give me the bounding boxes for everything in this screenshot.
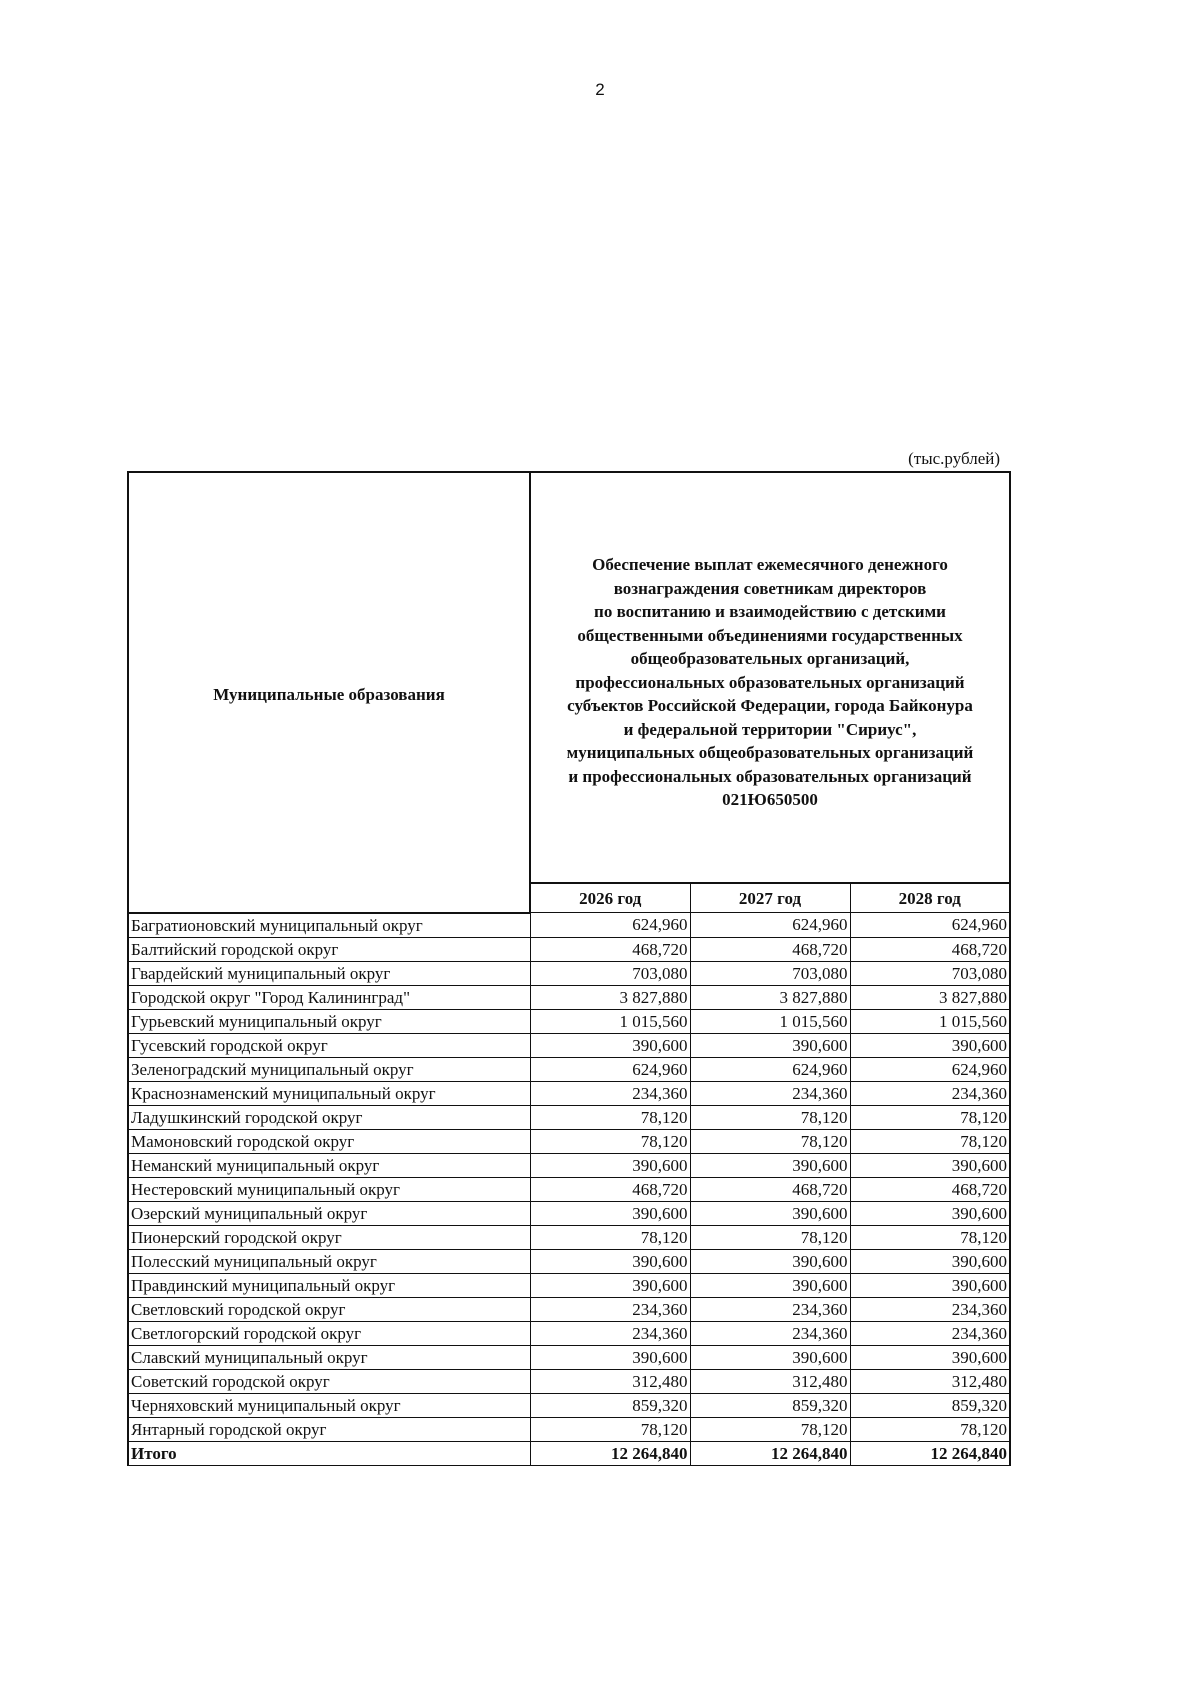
value-2028: 390,600 xyxy=(850,1273,1010,1297)
value-2027: 312,480 xyxy=(690,1369,850,1393)
value-2026: 12 264,840 xyxy=(530,1441,690,1465)
value-2028: 234,360 xyxy=(850,1081,1010,1105)
value-2028: 390,600 xyxy=(850,1033,1010,1057)
value-2026: 312,480 xyxy=(530,1369,690,1393)
municipality-name: Зеленоградский муниципальный округ xyxy=(128,1057,530,1081)
table-row xyxy=(128,961,1010,985)
value-2028: 78,120 xyxy=(850,1105,1010,1129)
value-2026: 703,080 xyxy=(530,961,690,985)
header-description-line: муниципальных общеобразовательных организаций xyxy=(566,743,974,762)
header-row xyxy=(128,472,1010,883)
budget-table xyxy=(127,471,1011,1466)
table-row xyxy=(128,1153,1010,1177)
municipality-name: Черняховский муниципальный округ xyxy=(128,1393,530,1417)
table-row xyxy=(128,1129,1010,1153)
municipality-name: Советский городской округ xyxy=(128,1369,530,1393)
municipality-name: Пионерский городской округ xyxy=(128,1225,530,1249)
table-row xyxy=(128,985,1010,1009)
value-2027: 468,720 xyxy=(690,937,850,961)
value-2027: 390,600 xyxy=(690,1153,850,1177)
header-municipalities-label: Муниципальные образования xyxy=(213,685,445,704)
header-description-line: по воспитанию и взаимодействию с детскими xyxy=(594,602,946,621)
value-2027: 390,600 xyxy=(690,1249,850,1273)
municipality-name: Неманский муниципальный округ xyxy=(128,1153,530,1177)
municipality-name: Ладушкинский городской округ xyxy=(128,1105,530,1129)
table-row xyxy=(128,1225,1010,1249)
municipality-name: Итого xyxy=(128,1441,530,1465)
value-2026: 390,600 xyxy=(530,1201,690,1225)
municipality-name: Городской округ "Город Калининград" xyxy=(128,985,530,1009)
municipality-name: Светлогорский городской округ xyxy=(128,1321,530,1345)
value-2028: 12 264,840 xyxy=(850,1441,1010,1465)
value-2028: 468,720 xyxy=(850,937,1010,961)
value-2026: 390,600 xyxy=(530,1153,690,1177)
value-2026: 78,120 xyxy=(530,1225,690,1249)
municipality-name: Гурьевский муниципальный округ xyxy=(128,1009,530,1033)
value-2026: 78,120 xyxy=(530,1105,690,1129)
value-2027: 78,120 xyxy=(690,1129,850,1153)
value-2026: 624,960 xyxy=(530,1057,690,1081)
table-row xyxy=(128,937,1010,961)
value-2028: 468,720 xyxy=(850,1177,1010,1201)
value-2026: 78,120 xyxy=(530,1129,690,1153)
value-2028: 234,360 xyxy=(850,1297,1010,1321)
municipality-name: Гвардейский муниципальный округ xyxy=(128,961,530,985)
value-2026: 468,720 xyxy=(530,1177,690,1201)
value-2026: 78,120 xyxy=(530,1417,690,1441)
value-2026: 390,600 xyxy=(530,1033,690,1057)
value-2026: 1 015,560 xyxy=(530,1009,690,1033)
table-row xyxy=(128,1417,1010,1441)
table-row xyxy=(128,1369,1010,1393)
value-2027: 234,360 xyxy=(690,1321,850,1345)
value-2026: 234,360 xyxy=(530,1297,690,1321)
header-description-line: общеобразовательных организаций, xyxy=(630,649,910,668)
municipality-name: Багратионовский муниципальный округ xyxy=(128,913,530,938)
table-row xyxy=(128,913,1010,938)
value-2028: 78,120 xyxy=(850,1129,1010,1153)
header-description-line: вознаграждения советникам директоров xyxy=(613,578,927,598)
value-2028: 78,120 xyxy=(850,1225,1010,1249)
value-2026: 390,600 xyxy=(530,1345,690,1369)
header-description-line: Обеспечение выплат ежемесячного денежного xyxy=(592,555,948,574)
value-2027: 859,320 xyxy=(690,1393,850,1417)
value-2027: 624,960 xyxy=(690,1057,850,1081)
table-row xyxy=(128,1033,1010,1057)
value-2026: 3 827,880 xyxy=(530,985,690,1009)
value-2027: 390,600 xyxy=(690,1345,850,1369)
value-2028: 624,960 xyxy=(850,1057,1010,1081)
municipality-name: Славский муниципальный округ xyxy=(128,1345,530,1369)
value-2027: 12 264,840 xyxy=(690,1441,850,1465)
header-description-text xyxy=(531,473,1009,812)
year-2026: 2026 год xyxy=(530,883,690,913)
value-2027: 234,360 xyxy=(690,1297,850,1321)
municipality-name: Полесский муниципальный округ xyxy=(128,1249,530,1273)
value-2028: 78,120 xyxy=(850,1417,1010,1441)
value-2028: 234,360 xyxy=(850,1321,1010,1345)
year-2027: 2027 год xyxy=(690,883,850,913)
table-row xyxy=(128,1321,1010,1345)
value-2028: 390,600 xyxy=(850,1345,1010,1369)
units-label: (тыс.рублей) xyxy=(908,449,1000,468)
table-row xyxy=(128,1177,1010,1201)
value-2027: 234,360 xyxy=(690,1081,850,1105)
value-2027: 390,600 xyxy=(690,1201,850,1225)
value-2027: 78,120 xyxy=(690,1225,850,1249)
header-description-line: субъектов Российской Федерации, города Байконура xyxy=(567,696,973,715)
municipality-name: Озерский муниципальный округ xyxy=(128,1201,530,1225)
table-row xyxy=(128,1297,1010,1321)
value-2027: 703,080 xyxy=(690,961,850,985)
municipality-name: Светловский городской округ xyxy=(128,1297,530,1321)
header-description-line: и федеральной территории "Сириус", xyxy=(623,719,917,739)
table-row xyxy=(128,1009,1010,1033)
municipality-name: Правдинский муниципальный округ xyxy=(128,1273,530,1297)
total-row xyxy=(128,1441,1010,1465)
header-description xyxy=(530,472,1010,883)
value-2027: 78,120 xyxy=(690,1417,850,1441)
municipality-name: Нестеровский муниципальный округ xyxy=(128,1177,530,1201)
value-2028: 1 015,560 xyxy=(850,1009,1010,1033)
value-2027: 468,720 xyxy=(690,1177,850,1201)
value-2028: 390,600 xyxy=(850,1201,1010,1225)
header-description-line: профессиональных образовательных организаций xyxy=(575,672,965,692)
header-description-line: общественными объединениями государственных xyxy=(577,625,963,645)
header-description-line: и профессиональных образовательных организаций xyxy=(568,766,972,786)
header-description-line: 021Ю650500 xyxy=(722,790,818,809)
value-2027: 3 827,880 xyxy=(690,985,850,1009)
table-row xyxy=(128,1057,1010,1081)
municipality-name: Мамоновский городской округ xyxy=(128,1129,530,1153)
value-2028: 390,600 xyxy=(850,1153,1010,1177)
table-row xyxy=(128,1273,1010,1297)
value-2028: 3 827,880 xyxy=(850,985,1010,1009)
value-2028: 859,320 xyxy=(850,1393,1010,1417)
table-body xyxy=(128,472,1010,1465)
table-row xyxy=(128,1201,1010,1225)
value-2027: 390,600 xyxy=(690,1033,850,1057)
value-2028: 390,600 xyxy=(850,1249,1010,1273)
value-2028: 624,960 xyxy=(850,913,1010,938)
table-row xyxy=(128,1345,1010,1369)
value-2027: 1 015,560 xyxy=(690,1009,850,1033)
header-municipalities xyxy=(128,472,530,913)
value-2027: 78,120 xyxy=(690,1105,850,1129)
table-row xyxy=(128,1081,1010,1105)
value-2027: 624,960 xyxy=(690,913,850,938)
table-row xyxy=(128,1249,1010,1273)
page-number: 2 xyxy=(595,80,605,99)
value-2026: 390,600 xyxy=(530,1249,690,1273)
value-2026: 390,600 xyxy=(530,1273,690,1297)
value-2026: 234,360 xyxy=(530,1081,690,1105)
year-2028: 2028 год xyxy=(850,883,1010,913)
value-2028: 703,080 xyxy=(850,961,1010,985)
municipality-name: Краснознаменский муниципальный округ xyxy=(128,1081,530,1105)
value-2026: 624,960 xyxy=(530,913,690,938)
municipality-name: Гусевский городской округ xyxy=(128,1033,530,1057)
value-2026: 859,320 xyxy=(530,1393,690,1417)
value-2026: 468,720 xyxy=(530,937,690,961)
table-row xyxy=(128,1393,1010,1417)
municipality-name: Янтарный городской округ xyxy=(128,1417,530,1441)
value-2027: 390,600 xyxy=(690,1273,850,1297)
table-row xyxy=(128,1105,1010,1129)
value-2028: 312,480 xyxy=(850,1369,1010,1393)
municipality-name: Балтийский городской округ xyxy=(128,937,530,961)
value-2026: 234,360 xyxy=(530,1321,690,1345)
